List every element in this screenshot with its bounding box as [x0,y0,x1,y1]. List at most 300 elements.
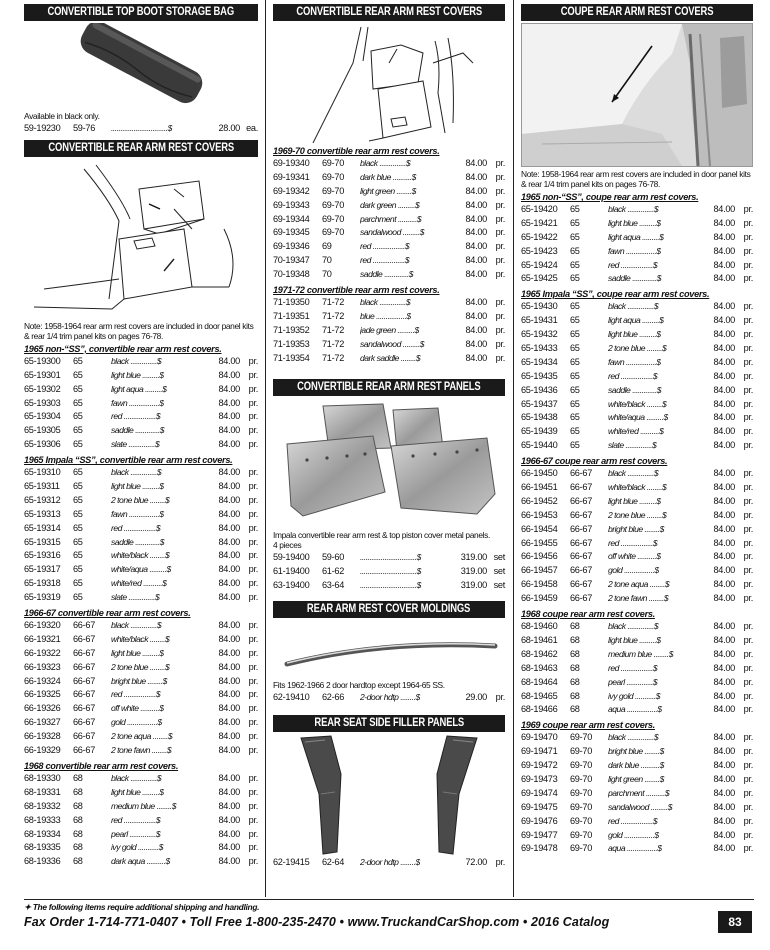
product-description [111,383,200,397]
unit: pr. [743,329,753,340]
color-name: slate [608,440,624,451]
product-row [24,633,258,647]
product-row [521,759,753,773]
part-number: 69-19472 [521,760,558,771]
part-number: 66-19329 [24,745,61,756]
product-description [111,661,200,675]
product-row [24,591,258,605]
product-row [24,424,258,438]
product-description [111,841,200,855]
leader-dots: ..............$ [128,620,162,631]
part-number: 65-19317 [24,564,61,575]
product-row [24,786,258,800]
leader-dots: ........$ [148,550,170,561]
product-description [111,424,200,438]
price: 84.00 [218,578,240,589]
unit: pr. [495,199,505,210]
product-description [608,356,695,370]
unit: pr. [743,565,753,576]
unit: pr. [743,801,753,812]
unit: pr. [495,241,505,252]
price: 84.00 [218,689,240,700]
part-number: 66-19321 [24,633,61,644]
price: 84.00 [713,398,735,409]
year-range: 65 [73,508,83,519]
part-number: 68-19334 [24,828,61,839]
product-row [24,675,258,689]
group-title: 1965 Impala “SS”, coupe rear arm rest covers. [521,289,710,300]
product-row [273,691,505,705]
leader-dots: ........$ [148,633,170,644]
leader-dots: .........$ [143,383,167,394]
part-number: 65-19302 [24,383,61,394]
product-description [608,731,695,745]
leader-dots: ..............$ [127,828,161,839]
product-description [608,425,695,439]
leader-dots: .........$ [400,338,425,349]
unit: pr. [743,676,753,687]
leader-dots: ................$ [624,356,661,367]
part-number: 66-19326 [24,703,61,714]
unit: pr. [743,829,753,840]
product-description [608,620,695,634]
leader-dots: ........$ [642,523,664,534]
product-row [273,199,505,213]
year-range: 69-70 [570,773,592,784]
color-name: slate [111,592,127,603]
color-name: saddle [608,384,631,395]
part-number: 68-19335 [24,842,61,853]
unit: pr. [248,425,258,436]
price: 84.00 [713,315,735,326]
year-range: 62-64 [322,857,344,868]
year-range: 65 [73,369,83,380]
unit: pr. [248,397,258,408]
group-title: 1969 coupe rear arm rest covers. [521,720,655,731]
column-2 [273,0,505,870]
part-number: 66-19320 [24,620,61,631]
year-range: 65 [73,550,83,561]
year-range: 66-67 [73,731,95,742]
price: 84.00 [218,508,240,519]
color-name: black [608,468,626,479]
year-range: 66-67 [570,482,592,493]
product-row [24,466,258,480]
unit: pr. [495,269,505,280]
unit: pr. [743,662,753,673]
product-row [24,702,258,716]
leader-dots: ..............$ [624,676,658,687]
product-description [111,549,200,563]
leader-dots: .................$ [121,814,161,825]
price: 84.00 [218,592,240,603]
year-range: 65 [570,217,580,228]
leader-dots: .........$ [637,634,661,645]
unit: pr. [248,467,258,478]
year-range: 66-67 [73,633,95,644]
year-range: 71-72 [322,352,344,363]
color-name: fawn [111,508,128,519]
product-description [111,591,200,605]
product-row [24,800,258,814]
color-name: black [360,158,378,168]
color-name: fawn [111,397,128,408]
part-number: 69-19345 [273,227,310,238]
filler-panels-image [273,734,505,856]
color-name: 2 tone aqua [608,579,648,590]
year-range: 66-67 [570,509,592,520]
leader-dots: ................$ [374,310,411,321]
unit: pr. [248,703,258,714]
leader-dots: .............$ [630,273,662,284]
group-title: 1965 Impala “SS”, convertible rear arm rest covers. [24,455,233,466]
group-title: 1965 non-“SS”, convertible rear arm rest covers. [24,343,222,354]
part-number: 65-19314 [24,522,61,533]
unit: pr. [743,343,753,354]
leader-dots: ..........$ [390,171,416,182]
color-name: white/red [111,578,142,589]
price: 84.00 [218,745,240,756]
group-title: 1965 non-“SS”, coupe rear arm rest covers. [521,192,699,202]
unit: pr. [743,773,753,784]
section-header: CONVERTIBLE REAR ARM REST PANELS [273,379,505,396]
product-row [273,338,505,352]
product-row [521,537,753,551]
product-row [24,438,258,452]
product-description [111,536,200,550]
product-description [360,226,447,240]
note: Available in black only. [24,111,100,121]
year-range: 66-67 [73,647,95,658]
leader-dots: ...........$ [136,842,164,853]
year-range: 65 [570,343,580,354]
product-row [521,259,753,273]
year-range: 68 [570,621,580,632]
leader-dots: ................$ [127,397,164,408]
price: 84.00 [218,856,240,867]
product-description [608,592,695,606]
product-description [360,240,447,254]
year-range: 71-72 [322,324,344,335]
color-name: light aqua [111,383,144,394]
price: 84.00 [218,467,240,478]
price: 84.00 [218,564,240,575]
coupe-interior-photo [521,23,753,167]
product-description [608,203,695,217]
leader-dots: ........$ [394,185,416,196]
year-range: 69-70 [570,815,592,826]
unit: pr. [248,481,258,492]
product-row [24,855,258,869]
unit: pr. [743,468,753,479]
price: 84.00 [465,199,487,210]
leader-dots: ..............................$ [360,580,421,591]
price: 84.00 [713,593,735,604]
part-number: 65-19300 [24,355,61,366]
part-number: 69-19473 [521,773,558,784]
leader-dots: ................$ [625,843,662,854]
leader-dots: ................$ [624,245,661,256]
year-range: 70 [322,255,332,266]
part-number: 65-19437 [521,398,558,409]
unit: pr. [743,440,753,451]
leader-dots: ..........$ [644,787,670,798]
part-number: 69-19478 [521,843,558,854]
product-description [111,786,200,800]
product-description [111,508,200,522]
year-range: 65 [73,522,83,533]
leader-dots: ................$ [127,508,164,519]
part-number: 65-19436 [521,384,558,395]
price: 84.00 [218,675,240,686]
part-number: 66-19454 [521,523,558,534]
year-range: 68 [570,648,580,659]
price: 84.00 [465,158,487,168]
unit: pr. [743,690,753,701]
product-rows [273,856,505,870]
price: 84.00 [218,425,240,436]
price: 84.00 [713,801,735,812]
leader-dots: ........$ [154,800,176,811]
year-range: 66-67 [73,661,95,672]
part-number: 66-19325 [24,689,61,700]
price: 84.00 [218,522,240,533]
price: 28.00 [218,123,240,133]
year-range: 65 [73,578,83,589]
boot-bag-image [24,23,258,109]
price: 84.00 [713,621,735,632]
price: 84.00 [465,352,487,363]
product-description [608,384,695,398]
part-number: 65-19315 [24,536,61,547]
year-range: 65 [570,259,580,270]
product-row [273,240,505,254]
price: 84.00 [218,397,240,408]
price: 84.00 [713,482,735,493]
product-row [24,369,258,383]
leader-dots: ..............$ [625,301,659,312]
product-description [608,495,695,509]
unit: pr. [743,760,753,771]
color-name: slate [111,439,127,450]
price: 84.00 [218,355,240,366]
part-number: 66-19451 [521,482,558,493]
price: 319.00 [460,580,487,591]
part-number: 65-19440 [521,440,558,451]
product-description [360,691,447,705]
year-range: 69-70 [322,185,344,196]
product-description [608,370,695,384]
part-number: 61-19400 [273,566,310,577]
year-range: 69-70 [570,732,592,743]
product-row [24,536,258,550]
color-name: light green [608,773,643,784]
leader-dots: ..............$ [128,355,162,366]
price: 84.00 [713,704,735,715]
year-range: 65 [73,425,83,436]
price: 84.00 [713,426,735,437]
color-name: black [111,355,129,366]
year-range: 66-67 [570,537,592,548]
product-description [608,787,695,801]
part-number: 69-19475 [521,801,558,812]
leader-dots: .............$ [630,384,662,395]
product-description [111,438,200,452]
price: 84.00 [713,843,735,854]
product-row [24,841,258,855]
year-range: 65 [73,592,83,603]
product-description [608,509,695,523]
color-name: red [111,814,122,825]
product-description [111,800,200,814]
unit: pr. [248,647,258,658]
part-number: 68-19336 [24,856,61,867]
leader-dots: ........$ [642,773,664,784]
color-name: 2 tone blue [111,494,149,505]
unit: pr. [248,661,258,672]
leader-dots: ........$ [150,731,173,742]
leader-dots: ........$ [645,482,667,493]
leader-dots: .............$ [382,269,414,280]
product-row [24,522,258,536]
year-range: 65 [570,231,580,242]
product-description [111,494,200,508]
color-name: saddle [111,536,134,547]
product-row [521,328,753,342]
unit: pr. [495,310,505,321]
part-number: 69-19477 [521,829,558,840]
part-number: 66-19453 [521,509,558,520]
part-number: 66-19328 [24,731,61,742]
unit: pr. [743,787,753,798]
part-number: 65-19303 [24,397,61,408]
part-number: 65-19421 [521,217,558,228]
product-row [24,744,258,758]
year-range: 66-67 [73,745,95,756]
product-description [111,702,200,716]
product-description [360,157,447,171]
price: 84.00 [465,324,487,335]
column-3 [521,0,753,856]
color-name: white/black [608,398,646,409]
note: 4 pieces [273,540,302,551]
product-description [608,231,695,245]
part-number: 69-19346 [273,241,310,252]
part-number: 69-19476 [521,815,558,826]
year-range: 66-67 [570,468,592,479]
unit: pr. [743,593,753,604]
part-number: 68-19330 [24,772,61,783]
leader-dots: ..............$ [126,592,160,603]
product-description [111,855,200,869]
product-row [24,410,258,424]
year-range: 69-70 [570,843,592,854]
unit: pr. [743,315,753,326]
year-range: 71-72 [322,297,344,308]
color-name: red [111,522,122,533]
price: 84.00 [713,231,735,242]
leader-dots: .................$ [121,689,161,700]
product-description [608,411,695,425]
year-range: 65 [73,383,83,394]
unit: pr. [248,550,258,561]
product-description [360,185,447,199]
part-number: 68-19465 [521,690,558,701]
color-name: dark aqua [111,856,145,867]
price: 84.00 [218,661,240,672]
leader-dots: .................$ [370,241,410,252]
color-name: red [608,537,619,548]
leader-dots: ..............$ [625,621,659,632]
year-range: 65 [73,467,83,478]
leader-dots: ..............$ [625,204,659,214]
product-description [608,245,695,259]
product-rows [273,551,505,593]
section-header: COUPE REAR ARM REST COVERS [521,4,753,21]
product-row [521,676,753,690]
part-number: 66-19456 [521,551,558,562]
price: 84.00 [713,384,735,395]
year-range: 59-76 [73,123,95,133]
unit: set [493,580,505,591]
product-row [24,355,258,369]
leader-dots: ........$ [148,661,170,672]
price: 84.00 [218,717,240,728]
color-name: light blue [111,786,141,797]
product-row [273,171,505,185]
year-range: 69-70 [570,746,592,757]
leader-dots: .................$ [618,537,658,548]
part-number: 65-19310 [24,467,61,478]
product-rows [24,122,258,136]
product-description [608,634,695,648]
leader-dots: ..............................$ [111,123,172,133]
product-description [608,550,695,564]
leader-dots: ..............$ [126,439,160,450]
price: 84.00 [713,259,735,270]
product-row [24,122,258,136]
color-name: red [608,370,619,381]
product-row [24,549,258,563]
leader-dots: .........$ [640,231,664,242]
unit: pr. [743,495,753,506]
year-range: 69-70 [322,171,344,182]
color-name: saddle [111,425,134,436]
price: 84.00 [713,495,735,506]
molding-image [273,620,505,678]
price: 84.00 [218,411,240,422]
year-range: 66-67 [570,579,592,590]
price: 84.00 [713,301,735,312]
leader-dots: ..............$ [128,467,162,478]
price: 84.00 [218,369,240,380]
leader-dots: ........$ [642,746,664,757]
product-description [111,814,200,828]
color-name: sandalwood [360,338,401,349]
unit: pr. [743,273,753,284]
group-title: 1968 coupe rear arm rest covers. [521,609,655,620]
year-range: 65 [73,411,83,422]
product-row [24,494,258,508]
year-range: 65 [73,355,83,366]
color-name: sandalwood [608,801,649,812]
price: 84.00 [465,255,487,266]
price: 84.00 [713,204,735,214]
product-row [273,296,505,310]
color-name: dark green [360,199,397,210]
leader-dots: ..............................$ [360,552,421,563]
year-range: 68 [570,662,580,673]
